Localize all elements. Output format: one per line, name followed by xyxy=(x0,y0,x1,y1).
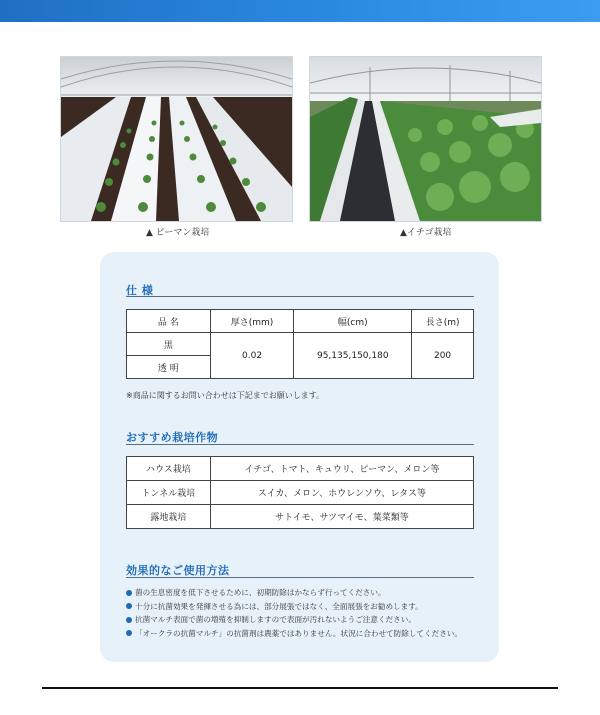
spec-title: 仕 様 xyxy=(126,284,154,297)
crops-table xyxy=(126,456,474,529)
strawberry-caption: ▲イチゴ栽培 xyxy=(400,228,452,238)
crop-list-field: サトイモ、サツマイモ、葉菜類等 xyxy=(210,505,473,529)
usage-list xyxy=(126,586,462,640)
usage-item-text: 十分に抗菌効果を発揮させる為には、部分展張ではなく、全面展張をお勧めします。 xyxy=(135,601,423,611)
spec-table xyxy=(126,309,474,379)
spec-header-thickness: 厚さ(mm) xyxy=(210,310,294,333)
bullet-icon xyxy=(126,630,132,636)
spec-thickness-value: 0.02 xyxy=(210,333,294,379)
table-row xyxy=(127,481,474,505)
spec-width-value: 95,135,150,180 xyxy=(294,333,412,379)
bullet-icon xyxy=(126,617,132,623)
bullet-icon xyxy=(126,590,132,596)
spec-title-rule xyxy=(126,296,474,297)
crops-title-rule xyxy=(126,444,474,445)
table-row xyxy=(127,505,474,529)
pepper-cultivation-photo xyxy=(60,56,293,222)
strawberry-cultivation-photo xyxy=(309,56,542,222)
inquiry-note: ※商品に関するお問い合わせは下記までお願いします。 xyxy=(126,391,325,400)
list-item xyxy=(126,600,462,614)
crop-list-house: イチゴ、トマト、キュウリ、ピーマン、メロン等 xyxy=(210,457,473,481)
top-banner xyxy=(0,0,600,22)
crops-title: おすすめ栽培作物 xyxy=(126,431,219,444)
spec-name-black: 黒 xyxy=(127,333,211,356)
crop-list-tunnel: スイカ、メロン、ホウレンソウ、レタス等 xyxy=(210,481,473,505)
crop-type-tunnel: トンネル栽培 xyxy=(127,481,211,505)
bottom-divider xyxy=(42,687,558,689)
usage-item-text: 菌の生息密度を低下させるために、初期防除はかならず行ってください。 xyxy=(135,588,386,598)
usage-item-text: 「オークラの抗菌マルチ」の抗菌剤は農薬ではありません。状況に合わせて防除してください。 xyxy=(135,628,462,638)
spec-header-name: 品 名 xyxy=(127,310,211,333)
spec-header-width: 幅(cm) xyxy=(294,310,412,333)
spec-name-clear: 透 明 xyxy=(127,356,211,379)
crop-type-house: ハウス栽培 xyxy=(127,457,211,481)
list-item xyxy=(126,627,462,641)
usage-title-rule xyxy=(126,577,474,578)
spec-length-value: 200 xyxy=(412,333,474,379)
table-row xyxy=(127,457,474,481)
spec-row-black xyxy=(127,333,474,356)
crop-type-field: 露地栽培 xyxy=(127,505,211,529)
bullet-icon xyxy=(126,603,132,609)
spec-header-length: 長さ(m) xyxy=(412,310,474,333)
list-item xyxy=(126,586,462,600)
spec-header-row xyxy=(127,310,474,333)
list-item xyxy=(126,613,462,627)
pepper-caption: ▲ ピーマン栽培 xyxy=(146,228,210,238)
usage-title: 効果的なご使用方法 xyxy=(126,564,230,577)
usage-item-text: 抗菌マルチ表面で菌の増殖を抑制しますので表面が汚れないようご注意ください。 xyxy=(135,615,416,625)
